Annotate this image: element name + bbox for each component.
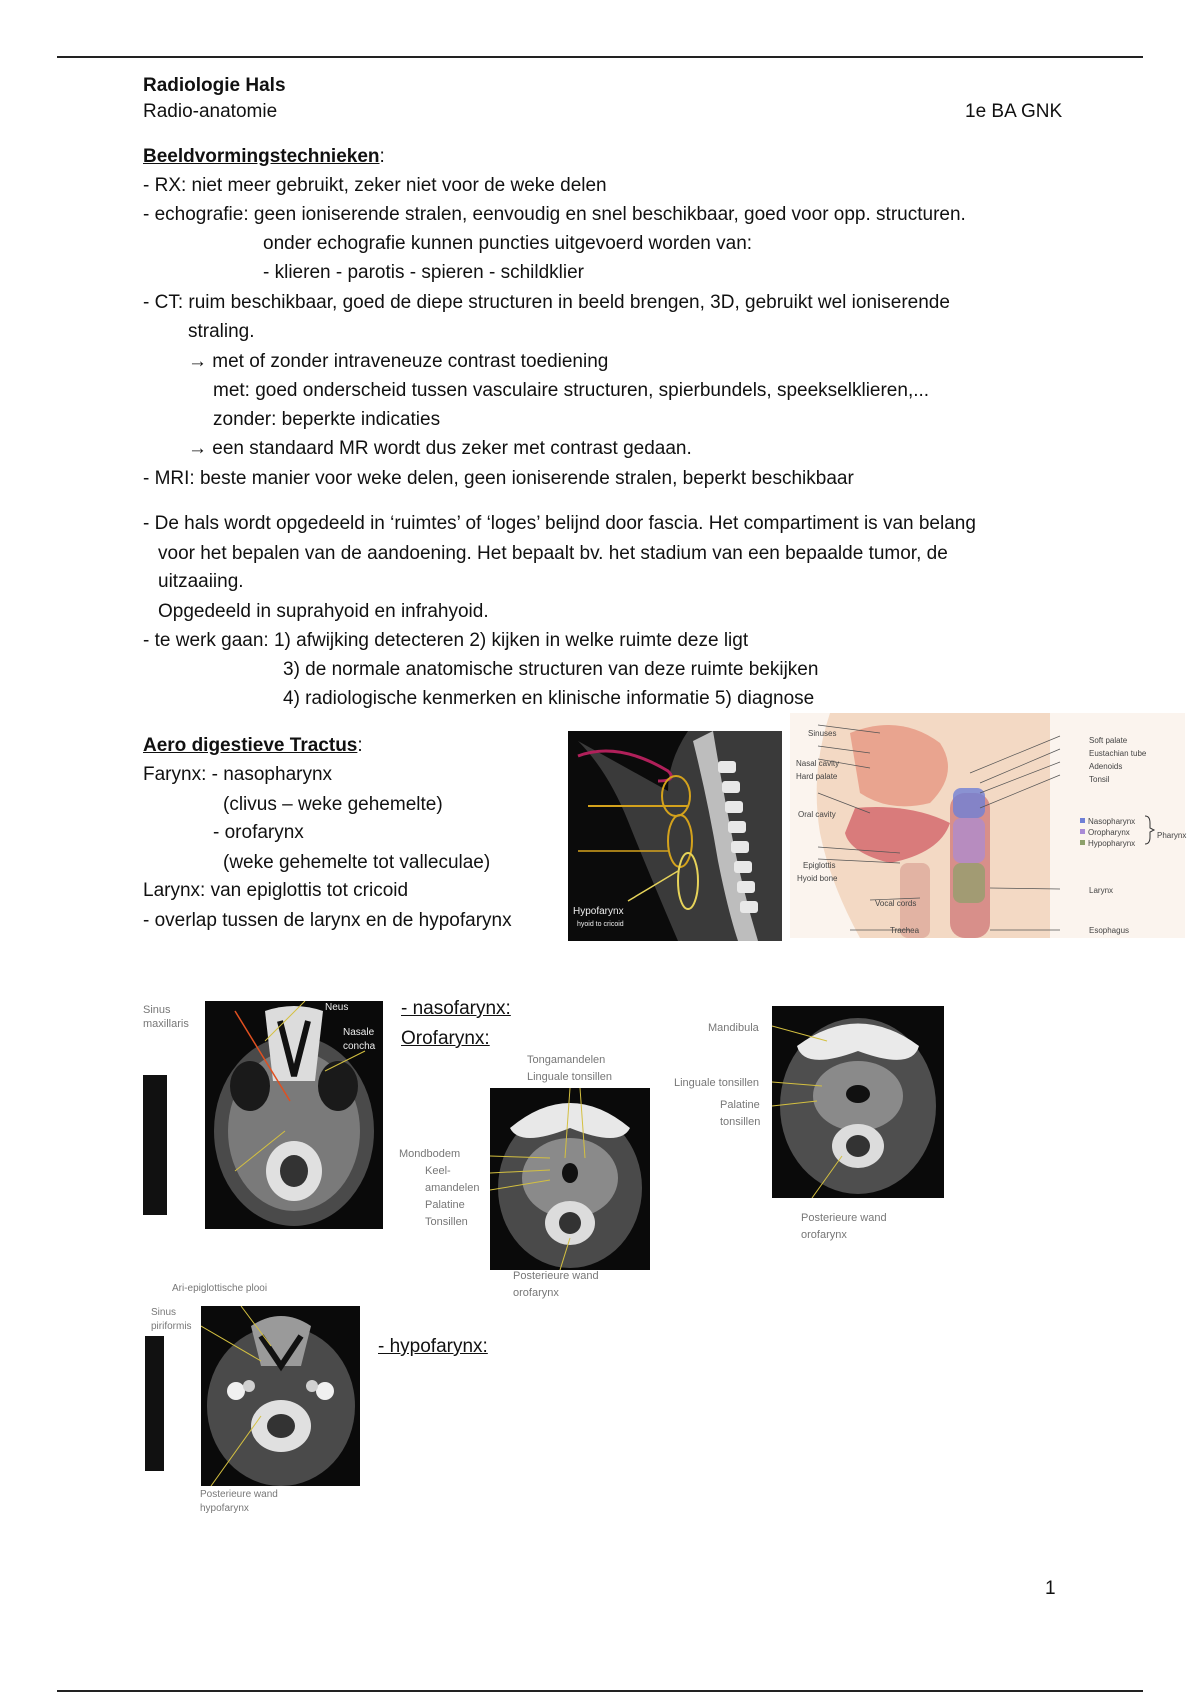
text-line: - RX: niet meer gebruikt, zeker niet voor de weke delen: [143, 175, 607, 196]
text-line: - CT: ruim beschikbaar, goed de diepe structuren in beeld brengen, 3D, gebruikt wel ioniserende: [143, 292, 950, 313]
diagram-label: Vocal cords: [875, 899, 917, 908]
ct-label: hypofarynx: [200, 1503, 249, 1514]
legend-label: Hypopharynx: [1088, 839, 1136, 848]
diagram-label: Eustachian tube: [1089, 749, 1147, 758]
ct-label: Posterieure wand: [513, 1270, 599, 1282]
course-label: 1e BA GNK: [965, 101, 1063, 122]
hypofarynx-heading: - hypofarynx:: [378, 1336, 488, 1357]
ct-label: concha: [343, 1041, 376, 1052]
ct-label: orofarynx: [513, 1287, 559, 1299]
page-number: 1: [1045, 1578, 1056, 1599]
ct-label: amandelen: [425, 1182, 480, 1194]
ct-label: Ari-epiglottische plooi: [172, 1283, 268, 1294]
ct-label: Neus: [325, 1002, 349, 1013]
ct-label: Tonsillen: [425, 1216, 468, 1228]
ct-label-hyoid: hyoid to cricoid: [577, 921, 624, 928]
text-line: 4) radiologische kenmerken en klinische informatie 5) diagnose: [283, 688, 815, 709]
text-line: voor het bepalen van de aandoening. Het bepaalt bv. het stadium van een bepaalde tumor, de: [158, 543, 948, 564]
diagram-label: Nasal cavity: [796, 759, 840, 768]
text-line: Opgedeeld in suprahyoid en infrahyoid.: [158, 601, 489, 622]
text-line: (clivus – weke gehemelte): [223, 794, 443, 815]
text-line: - orofarynx: [213, 822, 304, 843]
ct-label: Sinus: [143, 1004, 171, 1016]
scale-bar: [145, 1336, 164, 1471]
diagram-label: Sinuses: [808, 729, 837, 738]
ct-label: Linguale tonsillen: [527, 1071, 613, 1083]
text-line: uitzaaiing.: [158, 571, 244, 592]
ct-label: Tongamandelen: [527, 1054, 606, 1066]
text-line: - overlap tussen de larynx en de hypofarynx: [143, 910, 512, 931]
ct-orofarynx-2-image: [772, 1006, 944, 1198]
text-line: - MRI: beste manier voor weke delen, geen ioniserende stralen, beperkt beschikbaar: [143, 468, 854, 489]
ct-label: Posterieure wand: [801, 1212, 887, 1224]
ct-label: Linguale tonsillen: [674, 1077, 760, 1089]
ct-label: Nasale: [343, 1027, 375, 1038]
diagram-label: Adenoids: [1089, 762, 1123, 771]
ct-label: Palatine: [720, 1099, 760, 1111]
diagram-label: Hard palate: [796, 772, 838, 781]
top-rule: [57, 56, 1143, 58]
scale-bar: [143, 1075, 167, 1215]
legend-label: Nasopharynx: [1088, 817, 1136, 826]
diagram-label: Trachea: [890, 926, 920, 935]
nasofarynx-heading: - nasofarynx:: [401, 998, 511, 1019]
text-line: - De hals wordt opgedeeld in ‘ruimtes’ of ‘loges’ belijnd door fascia. Het compartiment is van belang: [143, 513, 976, 534]
ct-label: tonsillen: [720, 1116, 761, 1128]
legend-label: Oropharynx: [1088, 828, 1130, 837]
text-line: 3) de normale anatomische structuren van deze ruimte bekijken: [283, 659, 819, 680]
ct-label: piriformis: [151, 1321, 192, 1332]
ct-orofarynx-image: [490, 1088, 650, 1270]
ct-label: maxillaris: [143, 1018, 189, 1030]
ct-label: Mondbodem: [399, 1148, 461, 1160]
text-line: (weke gehemelte tot valleculae): [223, 852, 491, 873]
ct-label: Mandibula: [708, 1022, 759, 1034]
text-line: - echografie: geen ioniserende stralen, eenvoudig en snel beschikbaar, goed voor opp. structuren.: [143, 204, 966, 225]
doc-title: Radiologie Hals: [143, 75, 286, 96]
text-line: → een standaard MR wordt dus zeker met contrast gedaan.: [188, 438, 692, 459]
diagram-label: Oral cavity: [798, 810, 836, 819]
text-line: → met of zonder intraveneuze contrast toediening: [188, 351, 609, 372]
text-line: met: goed onderscheid tussen vasculaire structuren, spierbundels, speekselklieren,...: [213, 380, 930, 401]
ct-label: orofarynx: [801, 1229, 847, 1241]
legend-group-label: Pharynx: [1157, 831, 1187, 840]
ct-label: Palatine: [425, 1199, 465, 1211]
section-heading-aero: Aero digestieve Tractus:: [143, 735, 363, 756]
text-line: zonder: beperkte indicaties: [213, 409, 441, 430]
ct-hypofarynx-image: [201, 1306, 360, 1486]
text-line: Larynx: van epiglottis tot cricoid: [143, 880, 409, 901]
text-line: straling.: [188, 321, 255, 342]
diagram-label: Epiglottis: [803, 861, 836, 870]
bottom-rule: [57, 1690, 1143, 1692]
diagram-label: Tonsil: [1089, 775, 1110, 784]
text-line: - te werk gaan: 1) afwijking detecteren 2) kijken in welke ruimte deze ligt: [143, 630, 749, 651]
ct-label: Keel-: [425, 1165, 451, 1177]
ct-label: Posterieure wand: [200, 1489, 278, 1500]
diagram-label: Hyoid bone: [797, 874, 838, 883]
text-line: - klieren - parotis - spieren - schildklier: [263, 262, 584, 283]
diagram-label: Soft palate: [1089, 736, 1128, 745]
ct-label: Sinus: [151, 1307, 177, 1318]
section-heading-beeldvorming: Beeldvormingstechnieken:: [143, 146, 385, 167]
text-line: Farynx: - nasopharynx: [143, 764, 333, 785]
diagram-label: Esophagus: [1089, 926, 1130, 935]
orofarynx-heading: Orofarynx:: [401, 1028, 490, 1049]
text-line: onder echografie kunnen puncties uitgevoerd worden van:: [263, 233, 753, 254]
doc-subtitle: Radio-anatomie: [143, 101, 278, 122]
diagram-label: Larynx: [1089, 886, 1114, 895]
ct-label-hypofarynx: Hypofarynx: [573, 906, 624, 917]
